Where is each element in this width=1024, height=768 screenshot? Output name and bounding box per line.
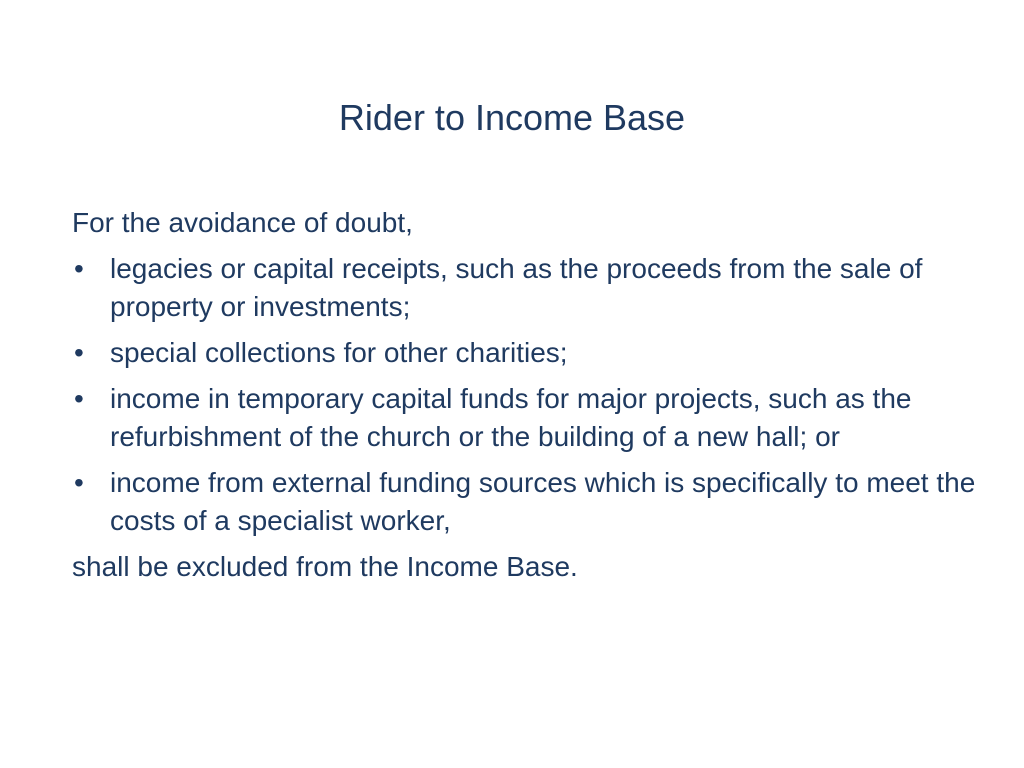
bullet-icon: •: [74, 383, 84, 414]
list-item: [72, 250, 992, 326]
bullet-text: special collections for other charities;: [110, 337, 568, 368]
list-item: [72, 380, 992, 456]
bullet-icon: •: [74, 253, 84, 284]
list-item: [72, 464, 992, 540]
bullet-text: income from external funding sources which is specifically to meet the costs of a specialist worker,: [110, 467, 976, 536]
intro-text: For the avoidance of doubt,: [72, 207, 413, 238]
bullet-list: [72, 250, 992, 540]
slide-title: Rider to Income Base: [338, 97, 686, 138]
bullet-icon: •: [74, 467, 84, 498]
bullet-text: income in temporary capital funds for major projects, such as the refurbishment of the church or the building of a new hall; or: [110, 383, 912, 452]
list-item: [72, 334, 992, 372]
closing-text: shall be excluded from the Income Base.: [72, 551, 578, 582]
slide-body: [72, 204, 992, 594]
bullet-text: legacies or capital receipts, such as the proceeds from the sale of property or investments;: [110, 253, 923, 322]
bullet-icon: •: [74, 337, 84, 368]
